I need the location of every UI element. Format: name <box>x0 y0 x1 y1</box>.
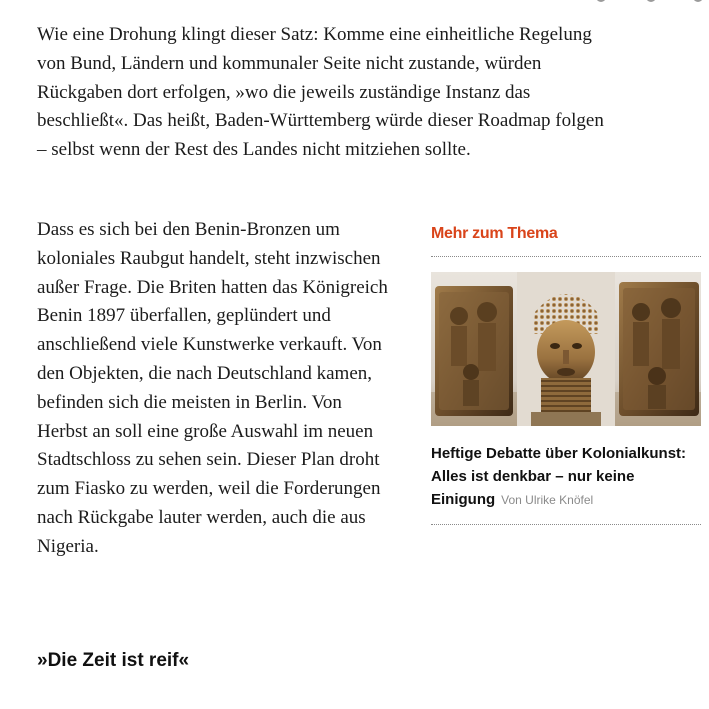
header-icons <box>588 0 709 4</box>
bookmark-icon[interactable] <box>646 0 656 2</box>
article-paragraph: Dass es sich bei den Benin-Bronzen um koloniales Raubgut handelt, steht inzwischen außer Frage. Die Briten hatten das Königreich Benin 1897 überfallen, geplündert und anschließend viele Kunstwerke verkauft. Von den Objekten, die nach Deutschland kamen, befinden sich die meisten in Berlin. Von Herbst an soll eine große Auswahl im neuen Stadtschloss zu sehen sein. Dieser Plan droht zum Fiasko zu werden, weil die Forderungen nach Rückgabe lauter werden, auch die aus Nigeria. <box>37 219 388 557</box>
divider <box>431 256 701 257</box>
user-icon[interactable] <box>596 0 606 2</box>
teaser-byline: Von Ulrike Knöfel <box>501 493 594 507</box>
section-subheading: »Die Zeit ist reif« <box>37 650 190 671</box>
teaser-link[interactable] <box>431 442 701 512</box>
teaser-image[interactable] <box>431 272 701 426</box>
divider <box>431 524 701 525</box>
related-heading: Mehr zum Thema <box>431 225 558 242</box>
article-paragraph: Wie eine Drohung klingt dieser Satz: Komme eine einheitliche Regelung von Bund, Ländern und kommunaler Seite nicht zustande, würden Rückgaben dort erfolgen, »wo die jeweils zuständige Instanz das beschließt«. Das heißt, Baden-Württemberg würde dieser Roadmap folgen – selbst wenn der Rest des Landes nicht mitziehen sollte. <box>37 24 604 161</box>
related-articles-box <box>431 222 701 525</box>
menu-icon[interactable] <box>693 0 703 2</box>
teaser-title[interactable]: Heftige Debatte über Kolonialkunst: Alles ist denkbar – nur keine Einigung <box>431 445 687 508</box>
